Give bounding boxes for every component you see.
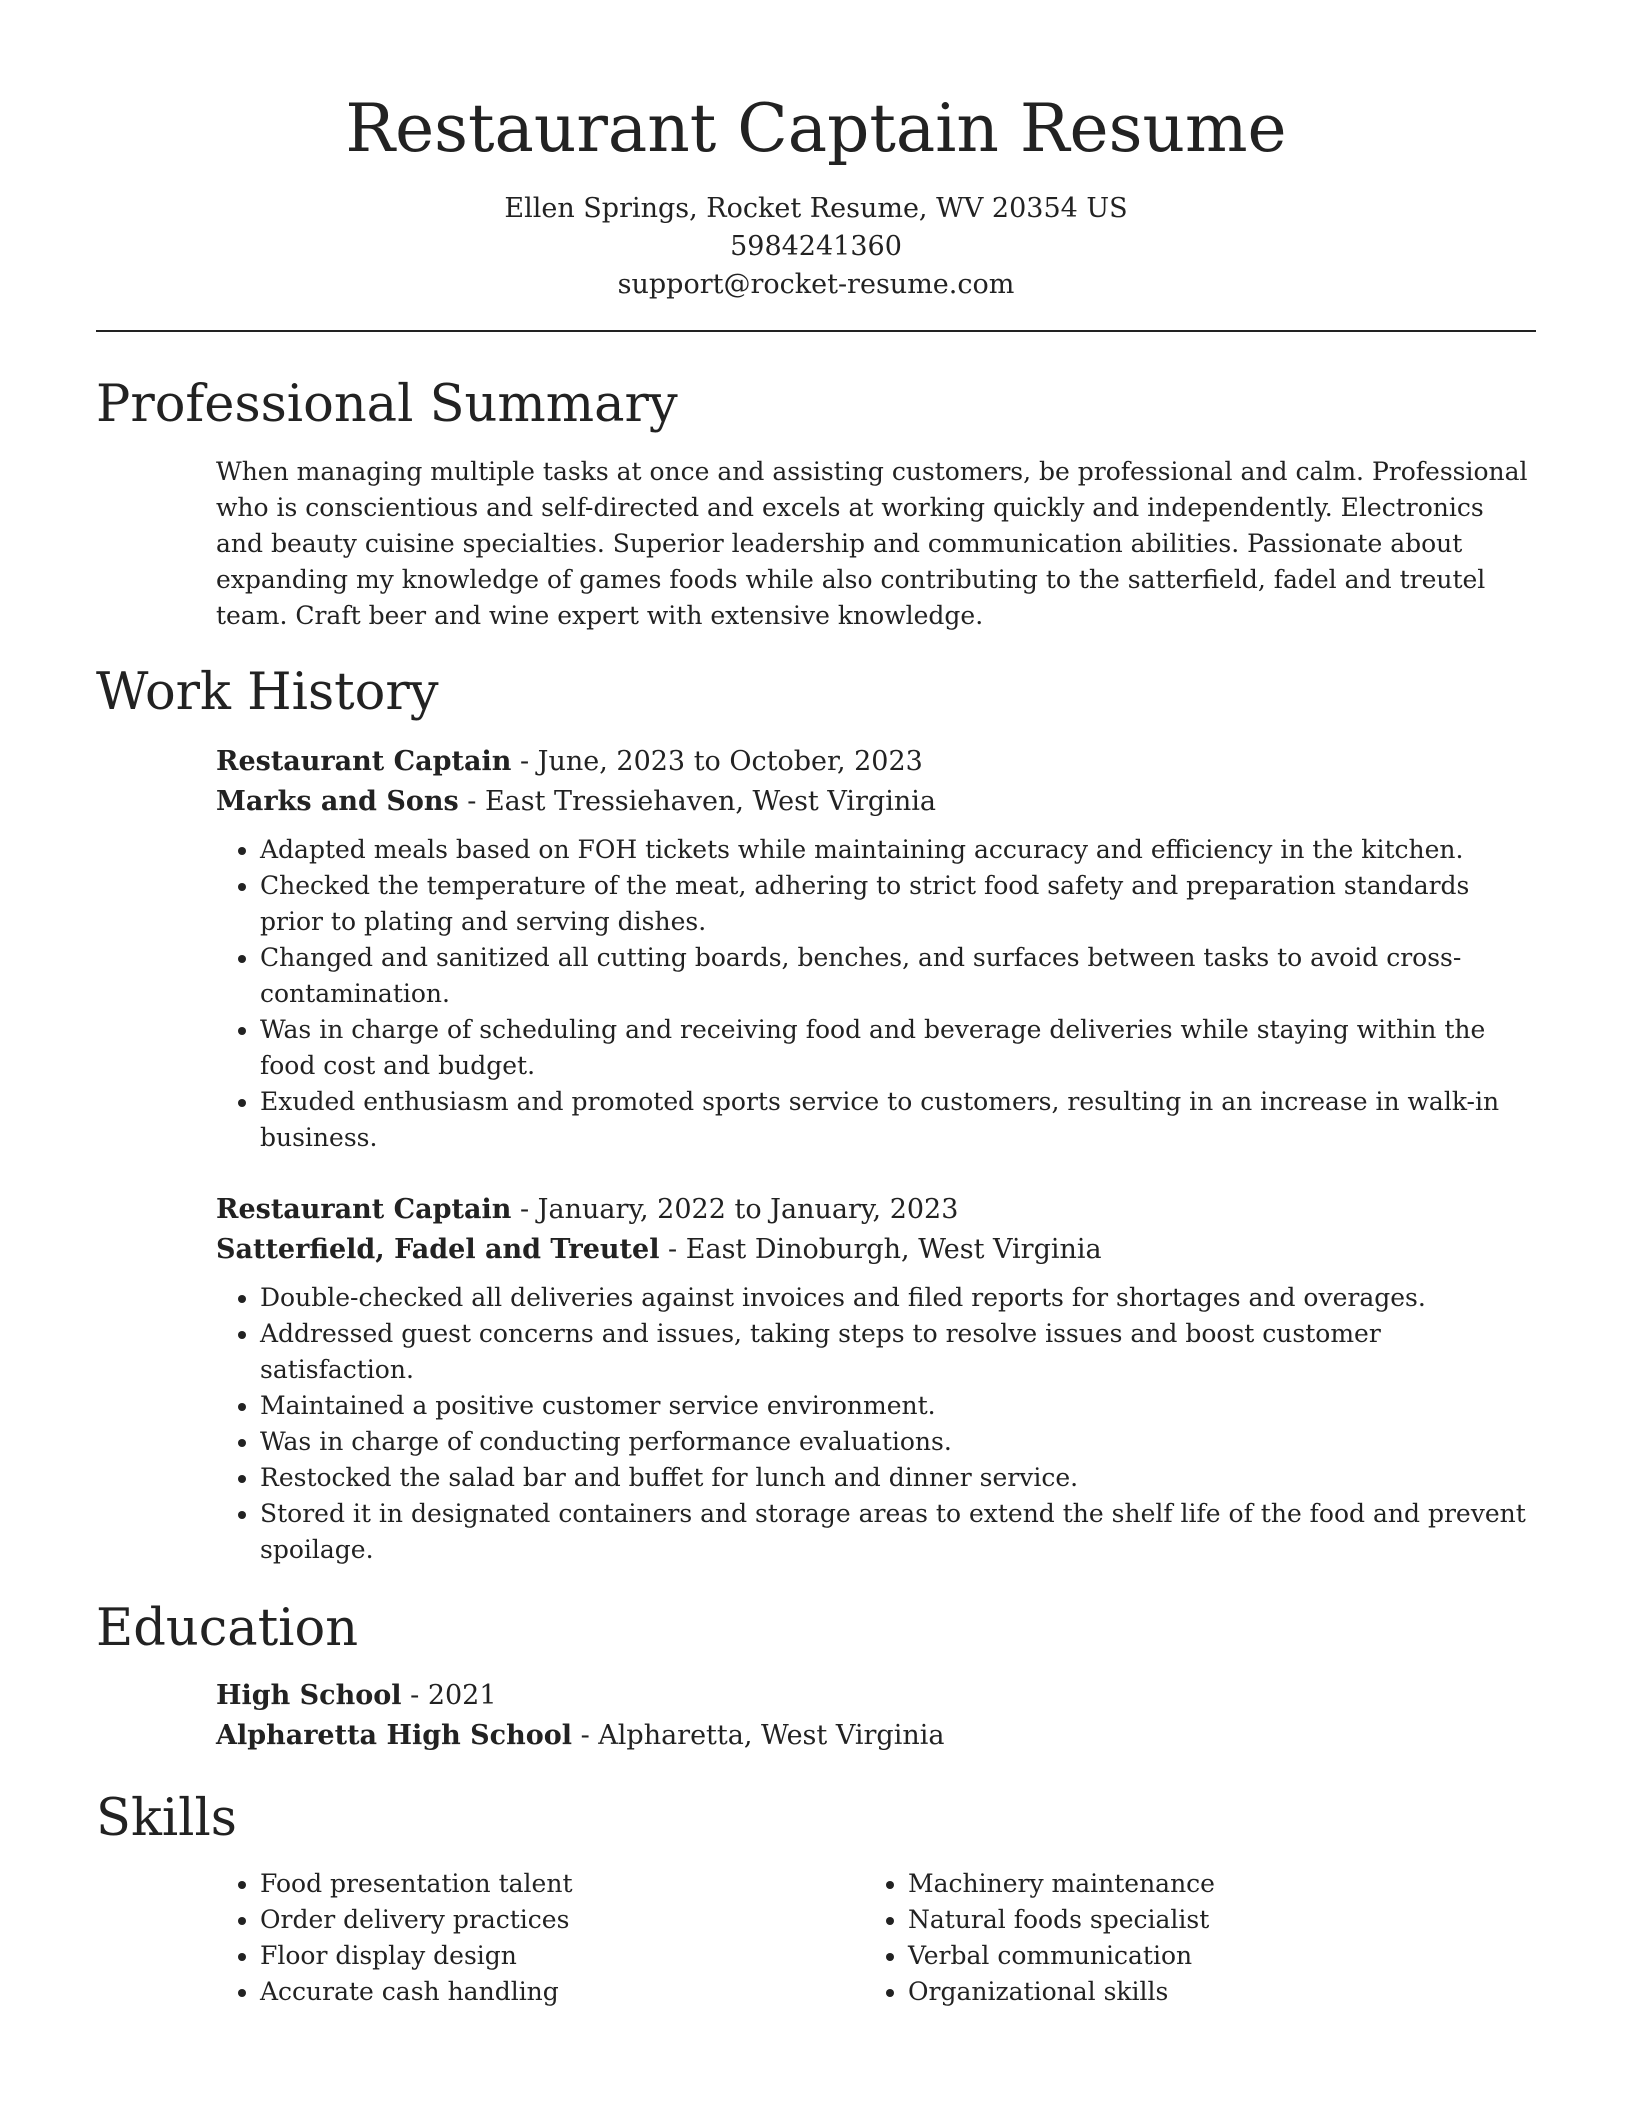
skill-item: • Verbal communication [908, 1938, 1536, 1974]
header-divider [96, 330, 1536, 332]
contact-block [96, 190, 1536, 304]
list-item: • Addressed guest concerns and issues, taking steps to resolve issues and boost customer satisfaction. [260, 1316, 1536, 1388]
education-school: Alpharetta High School [216, 1720, 572, 1751]
job-company-line [216, 782, 1536, 822]
job-company-line [216, 1230, 1536, 1270]
job-title: Restaurant Captain [216, 1194, 512, 1225]
education-entry [216, 1676, 1536, 1756]
education-degree-line [216, 1676, 1536, 1716]
contact-address: Ellen Springs, Rocket Resume, WV 20354 US [504, 193, 1128, 224]
job-bullets [216, 832, 1536, 1156]
education-year: - 2021 [401, 1680, 497, 1711]
skill-item: • Floor display design [260, 1938, 864, 1974]
summary-text: When managing multiple tasks at once and assisting customers, be professional and calm. Professional who is conscientious and self-directed and excels at working quickly and independently. Electronics and beauty cuisine specialties. Superior leadership and communication abilities. Passionate about expanding my knowledge of games foods while also contributing to the satterfield, fadel and treutel team. Craft beer and wine expert with extensive knowledge. [216, 457, 1528, 630]
skills-grid [216, 1866, 1536, 2010]
page-title: Restaurant Captain Resume [345, 90, 1287, 167]
education-section [96, 1676, 1536, 1756]
skills-list-right [864, 1866, 1536, 2010]
job-company: Satterfield, Fadel and Treutel [216, 1234, 660, 1265]
job-bullets [216, 1280, 1536, 1568]
skill-item: • Food presentation talent [260, 1866, 864, 1902]
list-item: • Checked the temperature of the meat, adhering to strict food safety and preparation standards prior to plating and serving dishes. [260, 868, 1536, 940]
job-title-line [216, 1190, 1536, 1230]
job-company: Marks and Sons [216, 786, 459, 817]
list-item: • Exuded enthusiasm and promoted sports service to customers, resulting in an increase in walk-in business. [260, 1084, 1536, 1156]
list-item: • Was in charge of conducting performance evaluations. [260, 1424, 1536, 1460]
skills-list-left [216, 1866, 864, 2010]
contact-email: support@rocket-resume.com [617, 269, 1015, 300]
job-dates: - January, 2022 to January, 2023 [511, 1194, 959, 1225]
skills-heading: Skills [96, 1789, 237, 1848]
list-item: • Adapted meals based on FOH tickets while maintaining accuracy and efficiency in the kitchen. [260, 832, 1536, 868]
list-item: • Changed and sanitized all cutting boards, benches, and surfaces between tasks to avoid cross-contamination. [260, 940, 1536, 1012]
summary-heading: Professional Summary [96, 375, 678, 434]
job-dates: - June, 2023 to October, 2023 [511, 746, 923, 777]
skill-item: • Natural foods specialist [908, 1902, 1536, 1938]
list-item: • Was in charge of scheduling and receiving food and beverage deliveries while staying within the food cost and budget. [260, 1012, 1536, 1084]
education-degree: High School [216, 1680, 402, 1711]
job-entry [216, 742, 1536, 1156]
education-location: - Alpharetta, West Virginia [571, 1720, 945, 1751]
job-title: Restaurant Captain [216, 746, 512, 777]
skill-item: • Organizational skills [908, 1974, 1536, 2010]
list-item: • Double-checked all deliveries against invoices and filed reports for shortages and overages. [260, 1280, 1536, 1316]
work-history-heading: Work History [96, 663, 439, 722]
skill-item: • Order delivery practices [260, 1902, 864, 1938]
education-school-line [216, 1716, 1536, 1756]
list-item: • Stored it in designated containers and storage areas to extend the shelf life of the food and prevent spoilage. [260, 1496, 1536, 1568]
contact-phone: 5984241360 [730, 231, 902, 262]
resume-header [96, 0, 1536, 304]
skill-item: • Accurate cash handling [260, 1974, 864, 2010]
skills-section [96, 1866, 1536, 2010]
job-entry [216, 1190, 1536, 1568]
list-item: • Maintained a positive customer service environment. [260, 1388, 1536, 1424]
summary-section [96, 454, 1536, 634]
job-location: - East Dinoburgh, West Virginia [659, 1234, 1102, 1265]
work-history-section [96, 742, 1536, 1568]
list-item: • Restocked the salad bar and buffet for lunch and dinner service. [260, 1460, 1536, 1496]
skill-item: • Machinery maintenance [908, 1866, 1536, 1902]
job-title-line [216, 742, 1536, 782]
job-location: - East Tressiehaven, West Virginia [458, 786, 936, 817]
education-heading: Education [96, 1599, 359, 1658]
